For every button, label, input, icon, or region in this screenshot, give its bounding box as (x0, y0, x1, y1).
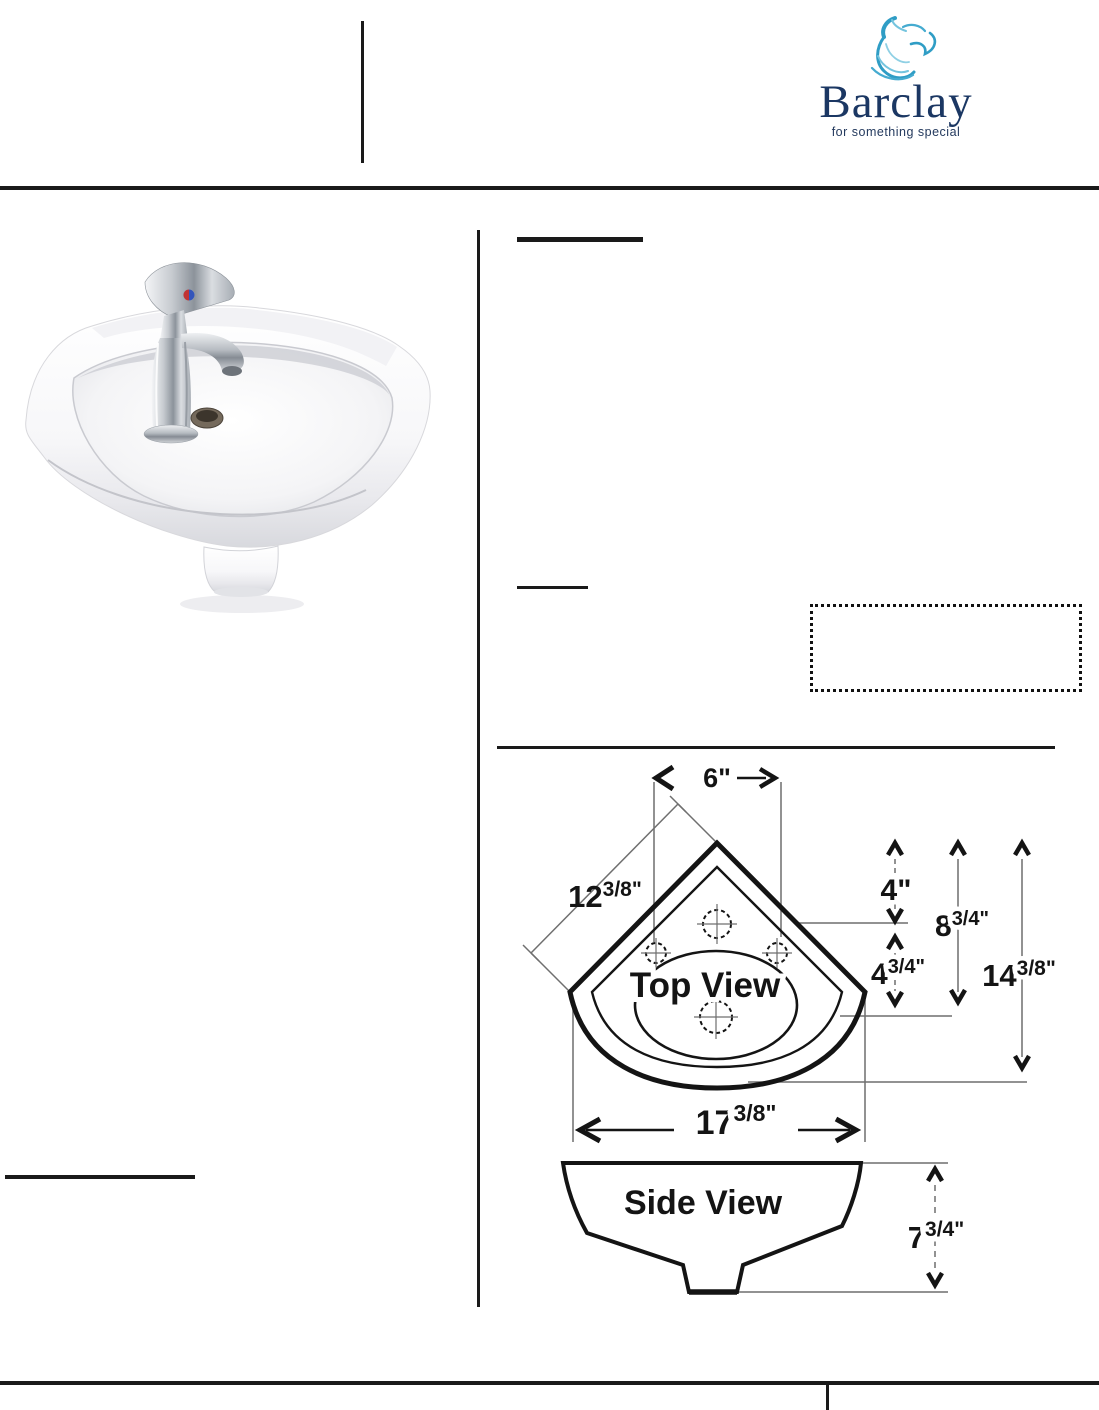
column-divider-line (477, 230, 480, 1307)
dim-arrow-left (656, 767, 673, 789)
dim-8-3-4 (935, 843, 989, 1002)
left-heading-rule (5, 1175, 195, 1179)
dim-7-3-4 (739, 1163, 964, 1292)
note-box (810, 604, 1082, 692)
brand-name: Barclay (819, 76, 973, 128)
section-heading-rule-2 (517, 586, 588, 589)
header-divider-line (361, 21, 364, 163)
svg-text:43/4": 43/4" (871, 956, 925, 991)
dimension-drawing (490, 752, 1095, 1308)
dim-4-3-4 (871, 937, 925, 1004)
barclay-logo (803, 14, 989, 139)
svg-text:6": 6" (703, 763, 731, 793)
svg-text:83/4": 83/4" (935, 908, 989, 943)
dim-12-3-8: 123/8" (568, 878, 642, 914)
faucet-aerator (222, 366, 242, 376)
dim-17-3-8 (580, 1100, 856, 1142)
brand-tagline: for something special (831, 125, 961, 139)
svg-text:4": 4" (880, 874, 912, 907)
top-view-label: Top View (629, 966, 781, 1005)
drawing-section-rule (497, 746, 1055, 749)
overflow-hole (191, 408, 223, 428)
svg-text:73/4": 73/4" (907, 1218, 965, 1255)
side-view-outline (563, 1163, 861, 1292)
product-photo (14, 238, 446, 623)
drain-stub (204, 546, 278, 597)
dim-4 (881, 843, 912, 921)
sink-shadow (180, 595, 304, 613)
svg-text:173/8": 173/8" (695, 1100, 777, 1142)
faucet-base (144, 425, 198, 443)
footer-rule (0, 1381, 1099, 1385)
dim-14-3-8 (982, 843, 1056, 1068)
footer-divider-line (826, 1385, 829, 1410)
side-view-label: Side View (623, 1184, 783, 1222)
header-rule (0, 186, 1099, 190)
svg-text:143/8": 143/8" (982, 957, 1056, 993)
section-heading-rule-1 (517, 237, 643, 242)
dim-6 (656, 763, 775, 793)
